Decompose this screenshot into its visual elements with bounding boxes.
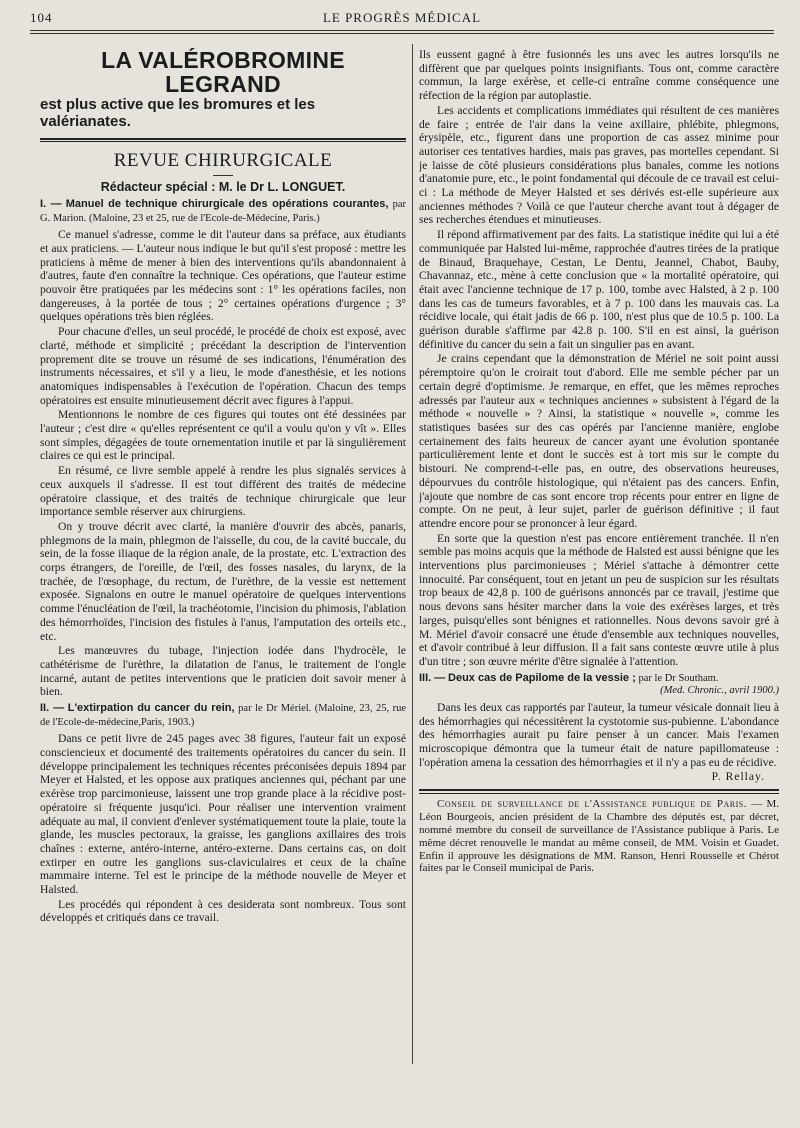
entry-title: Deux cas de Papilome de la vessie ; — [448, 671, 636, 684]
entry-source: par G. Marion. (Maloine, 23 et 25, rue de l'Ecole-de-Médecine, Paris.) — [40, 199, 406, 224]
paragraph: Ils eussent gagné à être fusionnés les uns avec les autres lorsqu'ils ne diffèrent que par quelques points insignifiants. Tous ont, comme caractère commun, la large exérèse, et celle-ci entraîne comme conséquence une réfection de la région par autoplastie. — [419, 48, 779, 103]
entry-source: par le Dr Southam. — [638, 672, 719, 684]
entry-3-body — [419, 701, 779, 770]
notice-paragraph — [419, 798, 779, 875]
paragraph: Mentionnons le nombre de ces figures qui toutes ont été dessinées par l'auteur ; c'est dire « qu'elles représentent ce qu'il a voulu qu'on y vît ». Elles sont simples, dégagées de toute ornementation inutile et par là singulièrement claires ce qui est le principal. — [40, 408, 406, 463]
paragraph: Je crains cependant que la démonstration de Mériel ne soit point aussi péremptoire qu'on le croirait tout d'abord. Elle me semble pécher par un certain degré d'optimisme. Je remarque, en effet, que les mêmes reproches adressés par l'auteur aux « techniques anciennes » subsistent à l'égard de la méthode « nouvelle » ? Ainsi, la statistique « nouvelle », comme les statistiques basées sur des cas opérés par l'ancienne manière, englobe certainement des faits heureux de cancer ayant une évolution spontanée particulièrement lente et dont le succès est à tort mis sur le compte du bistouri. Ne comprend-t-elle pas, en outre, des observations heureuses, dépourvues du contrôle histologique, qui n'étaient pas des cancers. Enfin, j'ajoute que nombre de cas sont encore trop récents pour entrer en ligne de compte. On ne peut, à leur sujet, parler de guérison définitive ; il faut attendre encore pour se prononcer à leur égard. — [419, 352, 779, 530]
paragraph: Il répond affirmativement par des faits. La statistique inédite qui lui a été communiquée par Halsted lui-même, rapprochée d'autres tirées de la pratique de Binaud, Braquehaye, Cestan, Le Dentu, Jeannel, Chabot, Bauby, Chavannaz, etc., mène à cette conclusion que « la mortalité opératoire, qui était avec l'ancienne technique de 17 p. 100, tombe avec Halsted, à 2 p. 100 dans les cas de tumeurs favorables, et à 7 p. 100 dans les mauvais cas. La récidive locale, qui était jadis de 66 p. 100, n'est plus que de 10.5 p. 100. La guérison durable s'affirme par 42.8 p. 100. S'il en est ainsi, la guérison définitive du cancer du sein a fait un singulier pas en avant. — [419, 228, 779, 351]
author-signature: P. Rellay. — [711, 770, 765, 784]
paragraph: Les procédés qui répondent à ces desiderata sont nombreux. Tous sont développés et critiqués dans ce travail. — [40, 897, 406, 925]
entry-source-ref: (Med. Chronic., avril 1900.) — [660, 685, 779, 697]
ad-rule — [40, 138, 406, 140]
entry-heading-1 — [40, 198, 406, 225]
paragraph: Dans les deux cas rapportés par l'auteur, la tumeur vésicale donnait lieu à des hémorrhagies qui nécessitèrent la cystotomie sus-pubienne. L'abondance des hémorrhagies aurait pu faire penser à un cancer. Mais l'examen microscopique démontra que la tumeur était de nature papillomateuse : l'opération amena la cessation des hémorrhagies et il n'y a pas eu de récidive. — [419, 700, 779, 769]
ad-title: LA VALÉROBROMINE LEGRAND — [101, 48, 345, 97]
left-column — [40, 48, 406, 1108]
entry-heading-3 — [419, 672, 779, 698]
right-column — [419, 48, 779, 1108]
entry-2-body — [40, 732, 406, 925]
entry-1-body — [40, 228, 406, 699]
entry-source: par le Dr Mériel. (Maloine, 23, 25, rue de l'Ecole-de-médecine,Paris, 1903.) — [40, 703, 406, 728]
paragraph: En résumé, ce livre semble appelé à rendre les plus signalés services à ceux auxquels il s'adresse. Il est tout différent des traités de médecine opératoire classique, et des traités de technique chirurgicale que leur importance semble réserver aux chirurgiens. — [40, 464, 406, 519]
entry-title: Manuel de technique chirurgicale des opérations courantes, — [65, 198, 389, 210]
header-rule — [30, 30, 774, 31]
paragraph: En sorte que la question n'est pas encore entièrement tranchée. Il n'en semble pas moins acquis que la méthode de Halsted est aussi bénigne que les interventions plus parcimonieuses ; Mériel s'attache à démontrer cette innocuité. Par conséquent, tout en jetant un peu de suspicion sur les résultats trop beaux de 42,8 p. 100 de guérisons annoncés par ce travail, j'estime que nous devons sans hésiter marcher dans la voie des exérèses larges, et très larges, puisqu'elles sont bénignes et rationnelles. Nous devons savoir gré à M. Mériel d'avoir consacré une étude d'ensemble aux techniques nouvelles, et d'avoir contribué à leur diffusion. Il a fait sans conteste œuvre utile à plus d'un titre ; son œuvre mérite d'être signalée à l'attention. — [419, 531, 779, 668]
advertisement — [40, 48, 406, 130]
ad-subtitle: est plus active que les bromures et les valérianates. — [40, 96, 316, 130]
section-dash — [213, 175, 233, 176]
paragraph: Les manœuvres du tubage, l'injection iodée dans l'hydrocèle, le cathétérisme de l'urèthre, la dilatation de l'anus, le traitement de l'ongle incarné, autant de petites interventions que le praticien doit savoir mener à bien. — [40, 644, 406, 699]
journal-title: LE PROGRÈS MÉDICAL — [322, 10, 482, 25]
paragraph: Dans ce petit livre de 245 pages avec 38 figures, l'auteur fait un exposé consciencieux et documenté des traitements opératoires du cancer du sein. Il développe principalement les techniques récentes préconisées depuis 1894 par Meyer et Halsted, et les oppose aux pratiques anciennes qui, péchant par une exérèse trop parcimonieuse, laissent une trop grande place à la récidive post-opératoire si fréquente jusqu'ici. Pour réaliser une intervention vraiment adéquate au mal, il convient d'enlever systématiquement toute la plaie, toute la glande, les muscles pectoraux, la graisse, les ganglions axillaires des trois chaînes : externe, antéro-interne, antéro-externe. Dans certains cas, on doit extirper en outre les ganglions sus-claviculaires et ceux de la chaîne mammaire interne. Tel est le principe de la méthode nouvelle de Meyer et Halsted. — [40, 732, 406, 897]
entry-number: III. — — [419, 671, 446, 684]
paragraph: On y trouve décrit avec clarté, la manière d'ouvrir des abcès, panaris, phlegmons de la main, phlegmon de l'aisselle, du cou, de la cavité buccale, du sein, de la fosse iliaque de la région anale, de la prostate, etc. L'extraction des corps étrangers, de l'oreille, de l'œil, des fosses nasales, du larynx, de la trachée, de l'œsophage, du rectum, de l'urèthre, de la vessie est nettement exposée. Signalons en outre le manuel opératoire de quelques interventions comme l'énucléation de l'œil, la trachéotomie, l'incision du phimosis, l'ablation des hémorrhoïdes, l'incision des fistules à l'anus, l'amputation des orteils etc., etc. — [40, 519, 406, 643]
notice-text: — M. Léon Bourgeois, ancien président de la Chambre des députés est, par décret, nommé membre du conseil de surveillance de l'Assistance publique à Paris. Le même décret renouvelle le mandat au même conseil, de MM. Voisin et Guadet. Enfin il approuve les désignations de MM. Ranson, Henri Rousselle et Chérot faites par le Conseil municipal de Paris. — [419, 798, 779, 875]
page-number: 104 — [30, 10, 53, 25]
entry-2-body-continued — [419, 48, 779, 669]
running-head — [30, 8, 774, 28]
entry-number: I. — — [40, 198, 62, 210]
ad-rule-thin — [40, 141, 406, 142]
entry-number: II. — — [40, 702, 65, 715]
header-rule-double — [30, 33, 774, 34]
paragraph: Ce manuel s'adresse, comme le dit l'auteur dans sa préface, aux étudiants et aux praticiens. — L'auteur nous indique le but qu'il s'est proposé : mettre les praticiens à même de mener à bien des interventions qu'ils abandonnaient à d'autres, faute d'en connaître la technique. Ces opérations, que l'auteur estime pouvoir être pratiquées par les médecins sont : 1° les opérations faciles, non dangereuses, à la portée de tous ; 2° certaines opérations d'urgence ; 3° quelques opérations très bien réglées. — [40, 228, 406, 324]
notice-heading: Conseil de surveillance de l'Assistance publique de Paris. — [437, 798, 747, 811]
paragraph: Les accidents et complications immédiates qui résultent de ces manières de faire ; entrée de l'air dans la veine axillaire, phlébite, phlegmons, érysipèle, etc., figurent dans une proportion de cas assez minime pour autoriser ces tentatives hardies, mais pas graves, pas mortelles cependant. Si je laisse de côté plusieurs considérations plus banales, comme les notions d'anatomie pure, etc., le point fondamental qui découle de ce travail est celui-ci : La méthode de Meyer Halsted et ses dérivés est-elle supérieure aux anciennes méthodes ? Voilà ce que l'auteur cherche avant tout à dégager de ses recherches étendues et minutieuses. — [419, 103, 779, 227]
column-divider — [412, 44, 413, 1064]
notice-rule — [419, 789, 779, 791]
notice-rule-thin — [419, 793, 779, 794]
section-title: REVUE CHIRURGICALE — [113, 150, 333, 171]
paragraph: Pour chacune d'elles, un seul procédé, le procédé de choix est exposé, avec clarté, méthode et simplicité ; précédant la description de l'intervention proprement dite se trouve un résumé de ses indications, l'énumération des instruments nécessaires, et s'il y a lieu, le mode d'anesthésie, et les notions anatomiques indispensables à l'exécution de l'opération. Chacun des temps opératoires est ensuite minutieusement décrit avec figures à l'appui. — [40, 325, 406, 407]
entry-title: L'extirpation du cancer du rein, — [67, 702, 235, 715]
entry-heading-2 — [40, 702, 406, 729]
section-editor: Rédacteur spécial : M. le Dr L. LONGUET. — [100, 180, 346, 194]
